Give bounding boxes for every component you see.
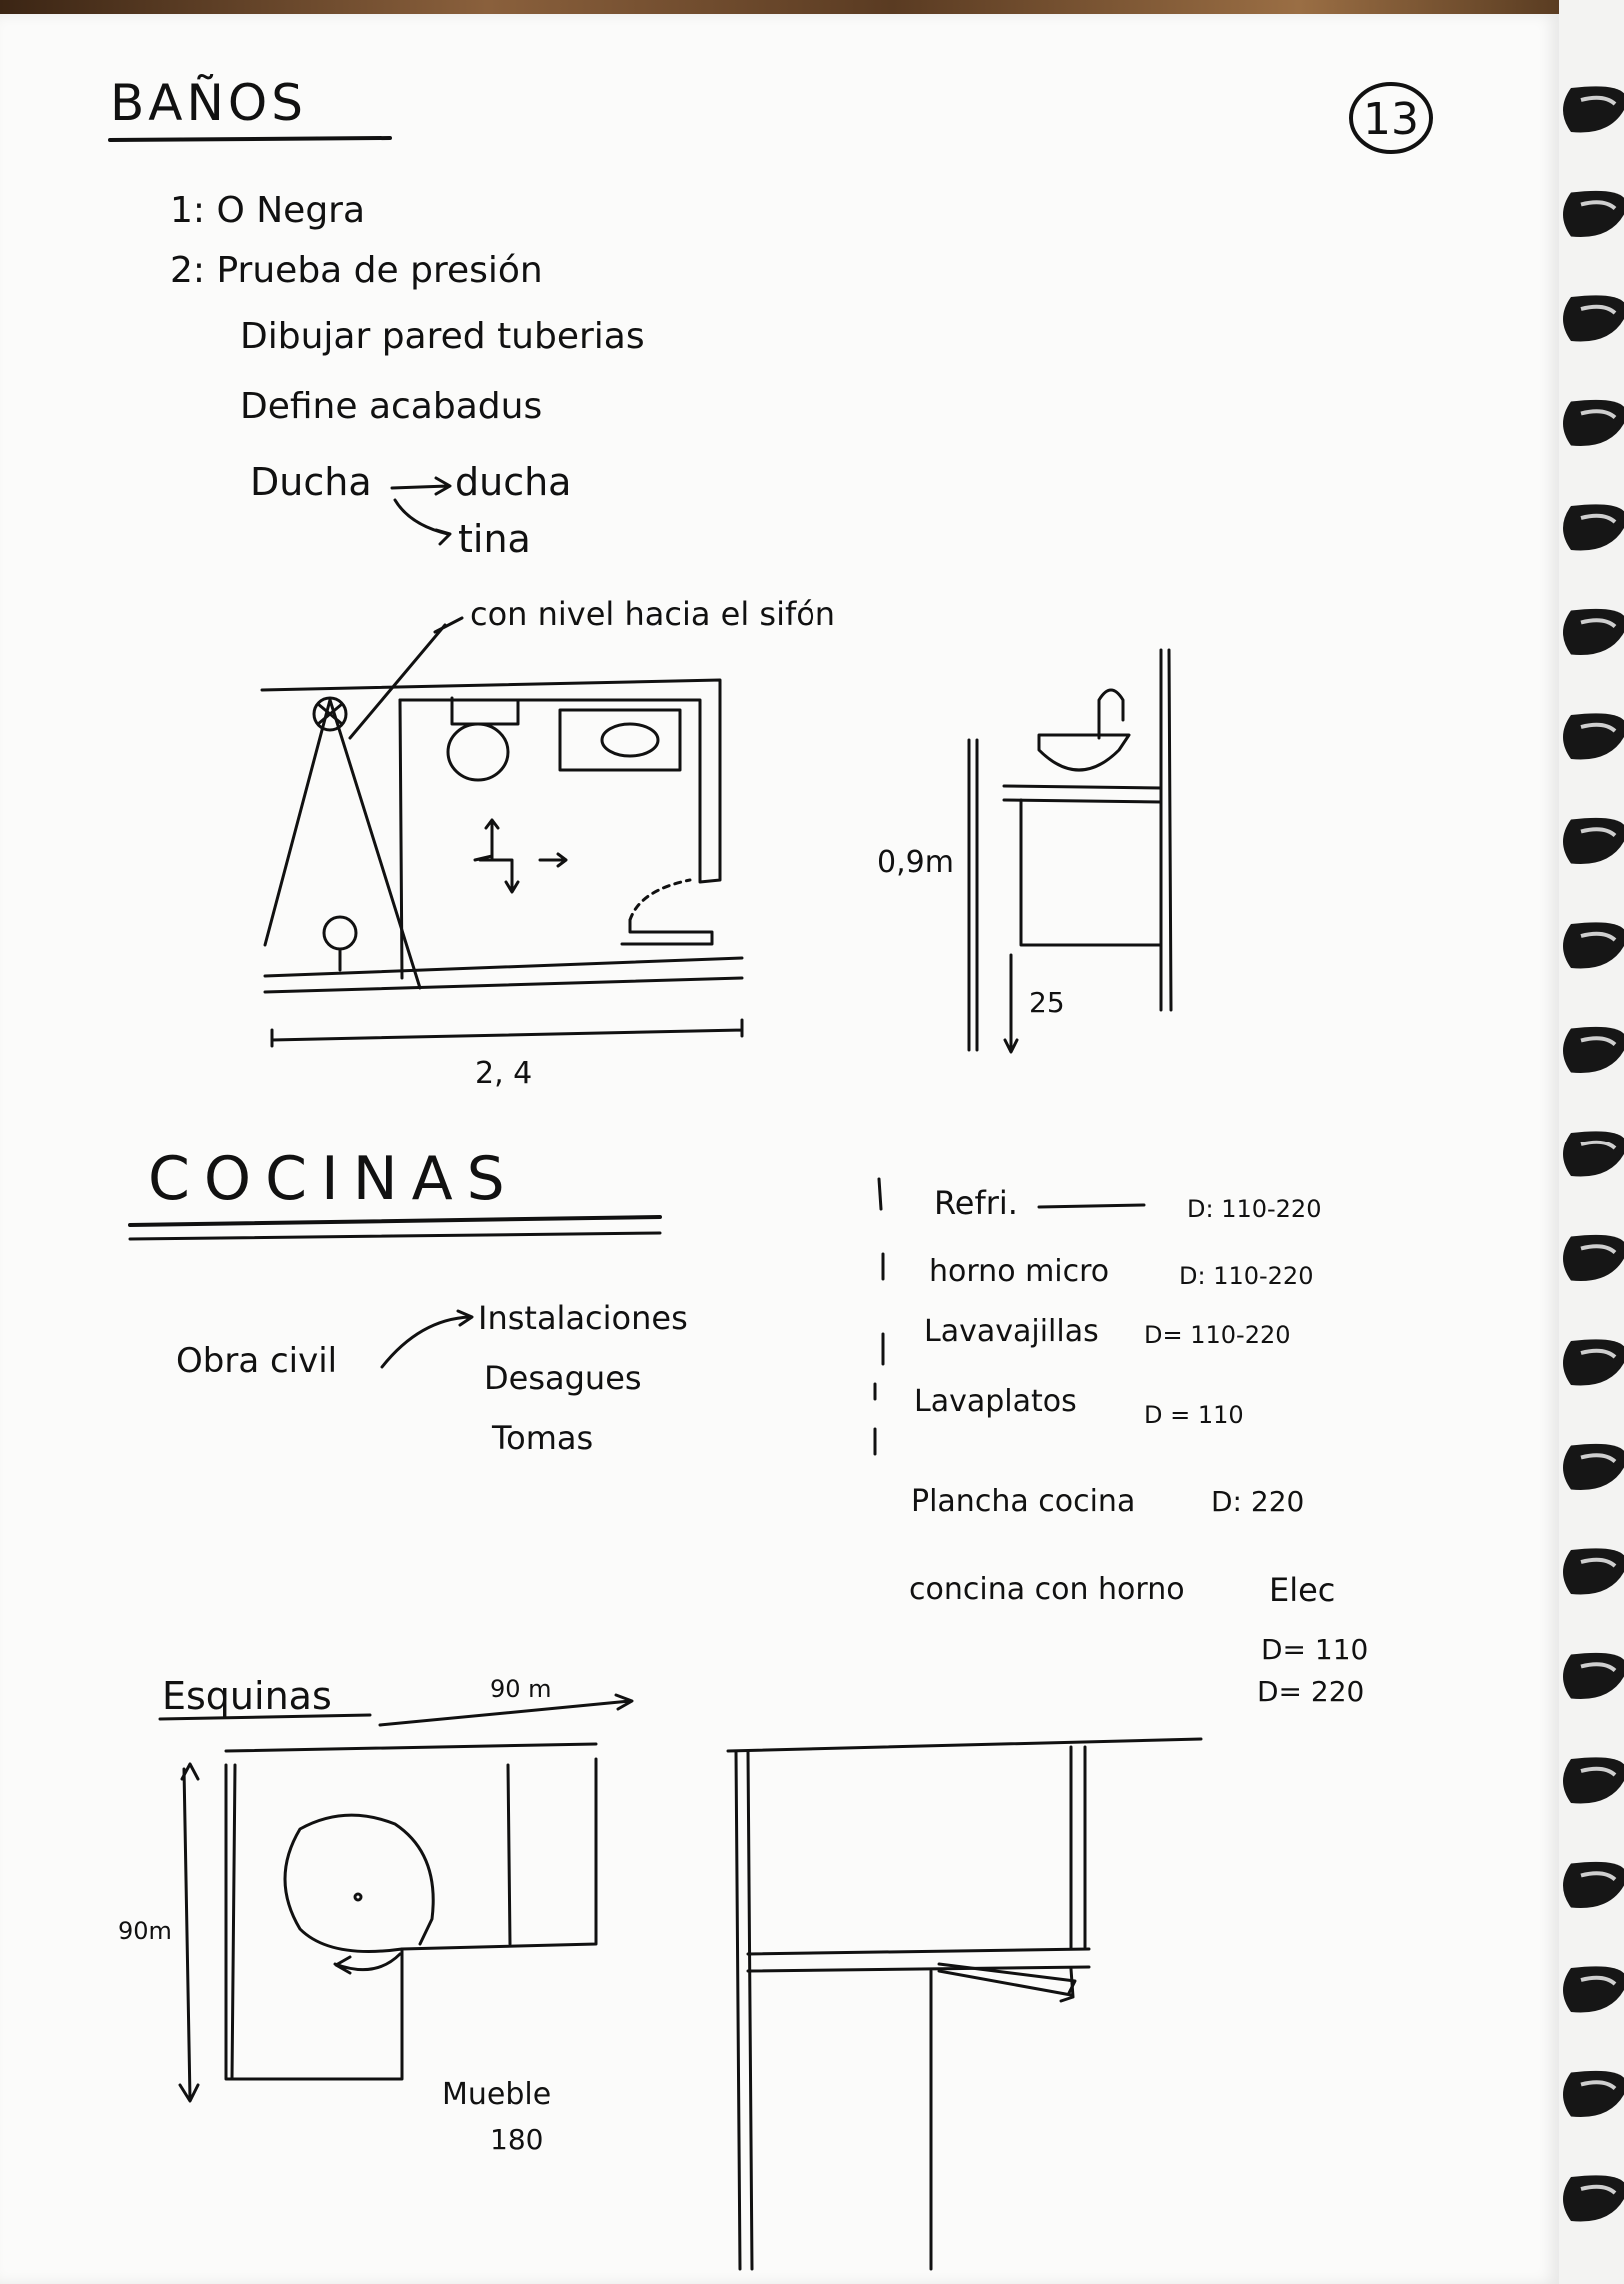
- esquinas-top-dimension: 90 m: [490, 1675, 552, 1703]
- ducha-option-tina: tina: [458, 517, 531, 561]
- refri-dash: [1039, 1205, 1144, 1207]
- appliance-lavaplatos: Lavaplatos: [914, 1384, 1077, 1419]
- spiral-coil: [1563, 818, 1624, 864]
- cocinas-title: COCINAS: [148, 1144, 519, 1214]
- banos-title: BAÑOS: [110, 74, 308, 132]
- spiral-coil: [1563, 609, 1624, 655]
- obra-civil-arrow: [382, 1311, 472, 1367]
- elevation-base: 25: [1029, 986, 1065, 1019]
- plan-note-leader: [350, 618, 462, 738]
- corner-cabinet-elevation: [728, 1739, 1201, 2269]
- spiral-coil: [1563, 2175, 1624, 2221]
- banos-note-2: Define acabadus: [240, 386, 543, 427]
- obra-item-instalaciones: Instalaciones: [478, 1299, 688, 1337]
- ducha-option-ducha: ducha: [455, 460, 572, 504]
- banos-item-2: 2: Prueba de presión: [170, 250, 543, 291]
- spiral-coil: [1563, 400, 1624, 446]
- spiral-coil: [1563, 922, 1624, 968]
- plan-dimension: 2, 4: [475, 1056, 533, 1091]
- spiral-coil: [1563, 1862, 1624, 1908]
- appliance-cocina-horno: concina con horno: [909, 1572, 1185, 1607]
- appliance-lavavajillas-spec: D= 110-220: [1144, 1321, 1291, 1349]
- corner-cabinet-plan: [180, 1744, 596, 2101]
- spiral-binding: [1563, 86, 1624, 2221]
- spiral-coil: [1563, 1757, 1624, 1803]
- spiral-coil: [1563, 1027, 1624, 1073]
- appliance-refri-spec: D: 110-220: [1187, 1195, 1322, 1223]
- spiral-coil: [1563, 1235, 1624, 1281]
- cocinas-underline-1: [130, 1217, 660, 1225]
- mueble-size: 180: [490, 2123, 544, 2156]
- spiral-coil: [1563, 1653, 1624, 1699]
- appliance-plancha-cocina: Plancha cocina: [911, 1484, 1136, 1519]
- banos-item-1: 1: O Negra: [170, 190, 366, 231]
- obra-item-desagues: Desagues: [484, 1359, 642, 1397]
- spiral-coil: [1563, 191, 1624, 237]
- spiral-coil: [1563, 1548, 1624, 1594]
- mueble-label: Mueble: [442, 2077, 552, 2112]
- appliance-horno-micro: horno micro: [929, 1254, 1110, 1289]
- ducha-arrow-2: [395, 500, 450, 544]
- spiral-coil: [1563, 1444, 1624, 1490]
- bathroom-plan: [262, 680, 742, 1046]
- elevation-height: 0,9m: [877, 845, 954, 880]
- appliance-cocina-horno-type: Elec: [1269, 1571, 1336, 1609]
- esquinas-side-dimension: 90m: [118, 1917, 172, 1945]
- esquinas-title: Esquinas: [162, 1674, 332, 1718]
- appliance-horno-micro-spec: D: 110-220: [1179, 1262, 1314, 1290]
- appliance-plancha-cocina-spec: D: 220: [1211, 1485, 1305, 1518]
- appliance-cocina-horno-spec-1: D= 110: [1261, 1633, 1369, 1666]
- spiral-coil: [1563, 504, 1624, 550]
- appliance-refri: Refri.: [934, 1184, 1018, 1222]
- obra-civil-label: Obra civil: [176, 1341, 338, 1381]
- appliance-lavaplatos-spec: D = 110: [1144, 1401, 1244, 1429]
- appliance-lavavajillas: Lavavajillas: [924, 1314, 1099, 1349]
- spiral-coil: [1563, 86, 1624, 132]
- banos-note-1: Dibujar pared tuberias: [240, 316, 645, 357]
- spiral-coil: [1563, 295, 1624, 341]
- spiral-coil: [1563, 713, 1624, 759]
- spiral-coil: [1563, 1339, 1624, 1385]
- ducha-arrow-1: [392, 478, 450, 494]
- spiral-coil: [1563, 1966, 1624, 2012]
- vanity-elevation: [969, 650, 1171, 1052]
- spiral-coil: [1563, 1131, 1624, 1176]
- banos-title-underline: [110, 138, 390, 140]
- ducha-label: Ducha: [250, 460, 372, 504]
- spiral-coil: [1563, 2071, 1624, 2117]
- appliance-cocina-horno-spec-2: D= 220: [1257, 1675, 1365, 1708]
- obra-item-tomas: Tomas: [492, 1419, 594, 1457]
- page-number: 13: [1363, 94, 1419, 145]
- plan-note: con nivel hacia el sifón: [470, 595, 836, 633]
- appliance-list-bar: [875, 1179, 883, 1454]
- cocinas-underline-2: [130, 1233, 660, 1239]
